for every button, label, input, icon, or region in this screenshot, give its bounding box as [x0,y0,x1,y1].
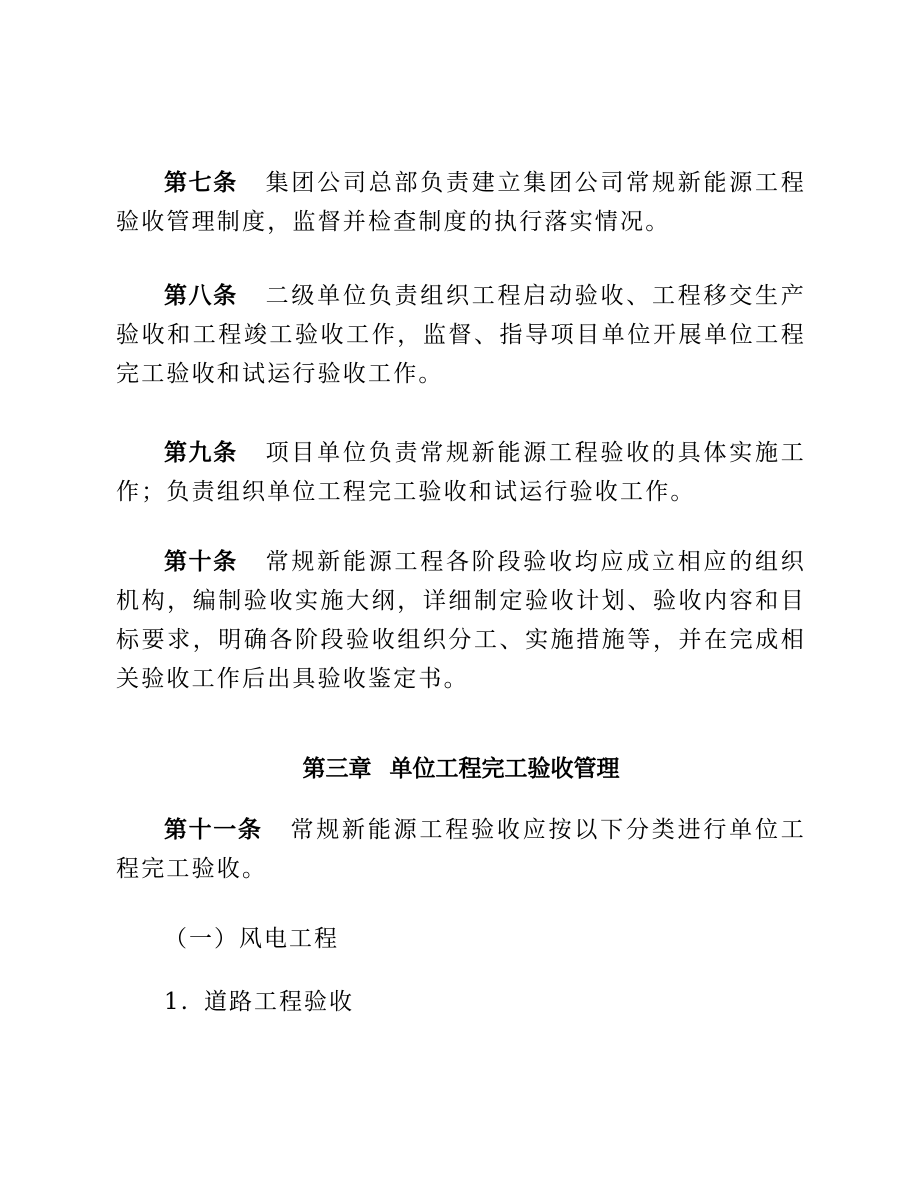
item-text: 道路工程验收 [203,989,354,1015]
article-label: 第九条 [164,439,238,466]
subsection-heading: （一）风电工程 [164,926,339,952]
article-text: 项目单位负责常规新能源工程验收的具体实施工作；负责组织单位工程完工验收和试运行验收工作。 [116,440,806,505]
article-text: 集团公司总部负责建立集团公司常规新能源工程验收管理制度，监督并检查制度的执行落实情况。 [116,170,806,235]
article-label: 第七条 [164,169,238,196]
article-8 [116,276,806,394]
article-7 [116,163,806,242]
chapter-heading [116,750,806,789]
chapter-title: 单位工程完工验收管理 [389,756,620,782]
list-item [164,983,354,1022]
chapter-number: 第三章 [302,756,372,782]
article-11 [116,810,806,889]
article-9 [116,433,806,512]
article-label: 第十条 [164,548,238,575]
article-text: 常规新能源工程各阶段验收均应成立相应的组织机构，编制验收实施大纲，详细制定验收计划、验收内容和目标要求，明确各阶段验收组织分工、实施措施等，并在完成相关验收工作后出具验收鉴定书。 [116,549,806,692]
item-number: 1. [164,989,190,1015]
article-label: 第十一条 [164,816,263,843]
article-text: 二级单位负责组织工程启动验收、工程移交生产验收和工程竣工验收工作，监督、指导项目单位开展单位工程完工验收和试运行验收工作。 [116,283,806,387]
article-label: 第八条 [164,282,238,309]
article-text: 常规新能源工程验收应按以下分类进行单位工程完工验收。 [116,817,807,882]
article-10 [116,542,806,699]
